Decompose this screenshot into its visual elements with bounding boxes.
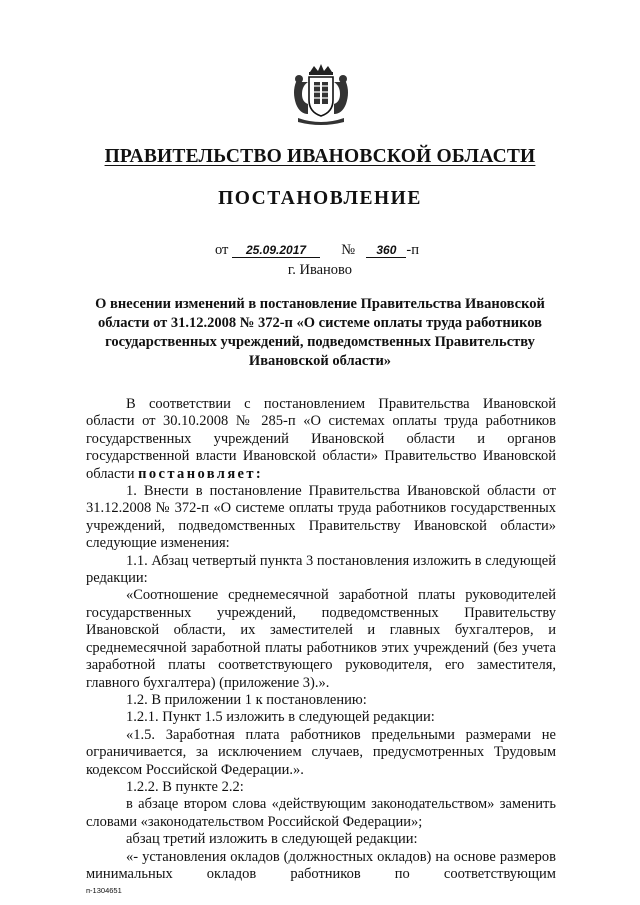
document-body: [86, 396, 556, 883]
paragraph-third-abzac: абзац третий изложить в следующей редакции:: [126, 831, 418, 848]
paragraph-item-1-2-1: 1.2.1. Пункт 1.5 изложить в следующей редакции:: [126, 709, 435, 726]
paragraph-second-abzac: в абзаце втором слова «действующим законодательством» заменить словами «законодательством Российской Федерации»;: [86, 796, 556, 830]
paragraph-preamble: В соответствии с постановлением Правительства Ивановской области от 30.10.2008 № 285-п «О системах оплаты труда работников государственных учреждений Ивановской области и органов государственной власти Ивановской области» Правительство Ивановской области постановляет:: [86, 396, 556, 482]
paragraph-quote-ratio: «Соотношение среднемесячной заработной платы руководителей государственных учреждений, подведомственных Правительству Ивановской области, их заместителей и главных бухгалтеров, и среднемесячной заработной платы работников этих учреждений (без учета заработной платы соответствующего руководителя, его заместителя, главного бухгалтера) (приложение 3).».: [86, 587, 556, 691]
number-label: №: [341, 242, 356, 258]
number-suffix: -п: [406, 242, 419, 258]
paragraph-quote-salaries: «- установления окладов (должностных окладов) на основе размеров минимальных окладов работников по соответствующим: [86, 848, 556, 882]
handwritten-number: 360: [366, 244, 406, 258]
government-name: ПРАВИТЕЛЬСТВО ИВАНОВСКОЙ ОБЛАСТИ: [104, 146, 536, 167]
document-code: п-1304651: [86, 886, 122, 895]
decree-verb: постановляет:: [138, 465, 264, 482]
paragraph-quote-1-5: «1.5. Заработная плата работников предельными размерами не ограничивается, за исключением случаев, предусмотренных Трудовым кодексом Российской Федерации.».: [86, 726, 556, 778]
paragraph-item-1-2: 1.2. В приложении 1 к постановлению:: [126, 691, 367, 708]
coat-of-arms-icon: [288, 62, 354, 128]
handwritten-date: 25.09.2017: [232, 244, 320, 258]
document-title: О внесении изменений в постановление Правительства Ивановской области от 31.12.2008 № 372-п «О системе оплаты труда работников государственных учреждений, подведомственных Правительству Ивановской области»: [95, 296, 545, 369]
document-type: ПОСТАНОВЛЕНИЕ: [218, 188, 422, 209]
paragraph-item-1-2-2: 1.2.2. В пункте 2.2:: [126, 778, 244, 795]
date-number-line: [215, 242, 419, 259]
from-label: от: [215, 242, 229, 258]
city: г. Иваново: [287, 262, 353, 278]
paragraph-item-1-1: 1.1. Абзац четвертый пункта 3 постановления изложить в следующей редакции:: [86, 552, 556, 587]
paragraph-item-1: 1. Внести в постановление Правительства Ивановской области от 31.12.2008 № 372-п «О системе оплаты труда работников государственных учреждений, подведомственных Правительству Ивановской области» следующие изменения:: [86, 483, 556, 552]
